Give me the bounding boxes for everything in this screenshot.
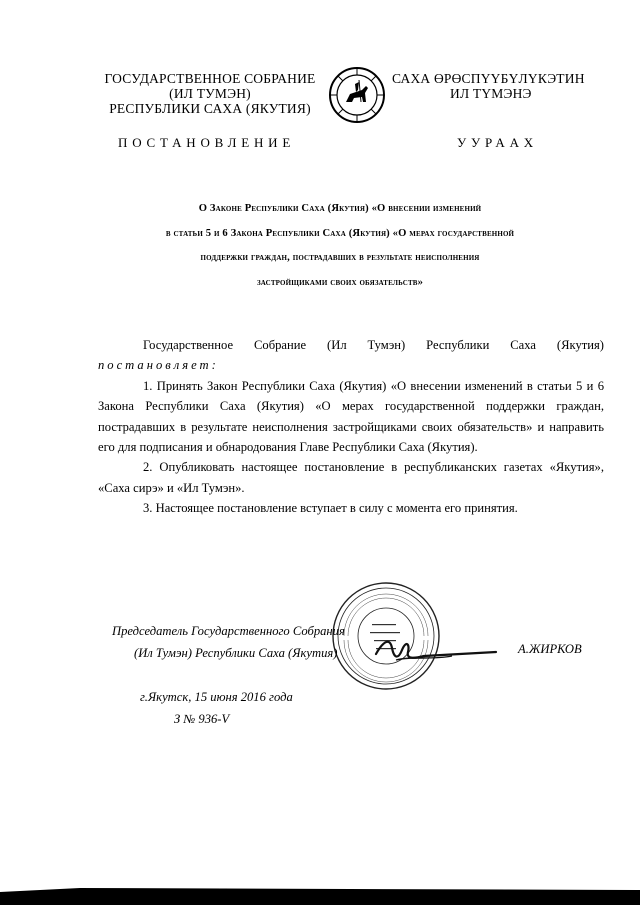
title-line: застройщиками своих обязательств» bbox=[256, 276, 424, 288]
document-title bbox=[80, 197, 600, 295]
intro-paragraph: Государственное Собрание (Ил Тумэн) Республики Саха (Якутия) bbox=[143, 338, 604, 352]
coat-of-arms-emblem-icon bbox=[328, 66, 386, 124]
body-item: 2. Опубликовать настоящее постановление в республиканских газетах «Якутия», «Саха сирэ» и «Ил Тумэн». bbox=[98, 460, 604, 495]
title-line: в статьи 5 и 6 Закона Республики Саха (Якутия) «О мерах государственной bbox=[165, 227, 515, 239]
decree-word: постановляет: bbox=[98, 358, 219, 373]
signatory-name: А.ЖИРКОВ bbox=[518, 642, 582, 656]
org-name-line: (ИЛ ТУМЭН) bbox=[169, 86, 251, 101]
doc-type-russian: ПОСТАНОВЛЕНИЕ bbox=[118, 135, 296, 150]
signatory-title bbox=[112, 620, 345, 664]
document-number: З № 936-V bbox=[174, 712, 230, 726]
place-and-number bbox=[140, 686, 293, 730]
org-name-yakut bbox=[392, 71, 612, 101]
document-body bbox=[98, 335, 604, 519]
signatory-title-line: Председатель Государственного Собрания bbox=[112, 624, 345, 638]
signatory-title-line: (Ил Тумэн) Республики Саха (Якутия) bbox=[134, 646, 338, 660]
org-name-line: САХА ӨРӨСПҮҮБҮЛҮКЭТИН bbox=[392, 71, 585, 86]
place-date: г.Якутск, 15 июня 2016 года bbox=[140, 690, 293, 704]
org-name-line: ГОСУДАРСТВЕННОЕ СОБРАНИЕ bbox=[104, 71, 316, 86]
org-name-russian bbox=[96, 71, 324, 116]
scan-edge-bar bbox=[0, 888, 640, 905]
org-name-line: ИЛ ТҮМЭНЭ bbox=[450, 86, 532, 101]
body-item: 3. Настоящее постановление вступает в силу с момента его принятия. bbox=[143, 501, 518, 516]
title-line: О Законе Республики Саха (Якутия) «О внесении изменений bbox=[198, 203, 482, 214]
body-item: 1. Принять Закон Республики Саха (Якутия) «О внесении изменений в статьи 5 и 6 Закона Республики Саха (Якутия) «О мерах государственной поддержки граждан, пострадавших в результате неисполнения застройщиками своих обязательств» и направить его для подписания и обнародования Главе Республики Саха (Якутия). bbox=[98, 378, 604, 455]
doc-type-yakut: УУРААХ bbox=[457, 135, 538, 150]
org-name-line: РЕСПУБЛИКИ САХА (ЯКУТИЯ) bbox=[109, 101, 311, 116]
title-line: поддержки граждан, пострадавших в результате неисполнения bbox=[200, 252, 480, 263]
handwritten-signature-icon bbox=[372, 630, 500, 670]
